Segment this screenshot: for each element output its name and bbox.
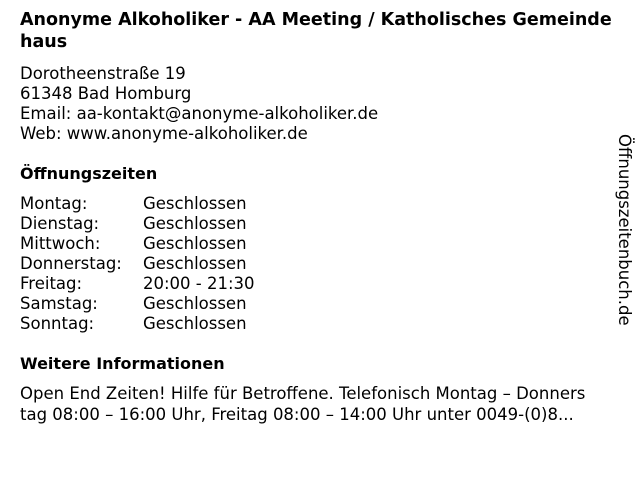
day-label: Dienstag: [20,214,100,233]
hours-row-sunday [20,314,255,334]
opening-hours-table [20,194,255,334]
hours-row-saturday [20,294,255,314]
day-hours: Geschlossen [143,314,247,333]
day-label: Mittwoch: [20,234,101,253]
city-address: 61348 Bad Homburg [20,84,192,103]
day-hours: Geschlossen [143,194,247,213]
hours-row-thursday [20,254,255,274]
hours-row-wednesday [20,234,255,254]
more-info-line: tag 08:00 – 16:00 Uhr, Freitag 08:00 – 14:00 Uhr unter 0049-(0)8... [20,405,574,424]
day-label: Freitag: [20,274,83,293]
hours-row-tuesday [20,214,255,234]
day-label: Donnerstag: [20,254,122,273]
email-text: Email: aa-kontakt@anonyme-alkoholiker.de [20,104,379,123]
page-title: Anonyme Alkoholiker - AA Meeting / Katholisches Gemeindehaus [20,10,612,52]
day-hours: Geschlossen [143,254,247,273]
opening-hours-heading: Öffnungszeiten [20,164,158,183]
more-info-text [20,383,620,425]
watermark-text: Öffnungszeitenbuch.de [615,134,634,326]
day-hours: Geschlossen [143,294,247,313]
web-text: Web: www.anonyme-alkoholiker.de [20,124,308,143]
more-info-line: Open End Zeiten! Hilfe für Betroffene. Telefonisch Montag – Donners [20,384,586,403]
day-label: Montag: [20,194,88,213]
watermark [614,134,634,364]
street-address: Dorotheenstraße 19 [20,64,186,83]
hours-row-monday [20,194,255,214]
day-label: Sonntag: [20,314,95,333]
day-hours: Geschlossen [143,214,247,233]
hours-row-friday [20,274,255,294]
address-block [20,64,378,144]
more-info-heading: Weitere Informationen [20,354,225,373]
day-hours: 20:00 - 21:30 [143,274,255,293]
day-label: Samstag: [20,294,98,313]
day-hours: Geschlossen [143,234,247,253]
